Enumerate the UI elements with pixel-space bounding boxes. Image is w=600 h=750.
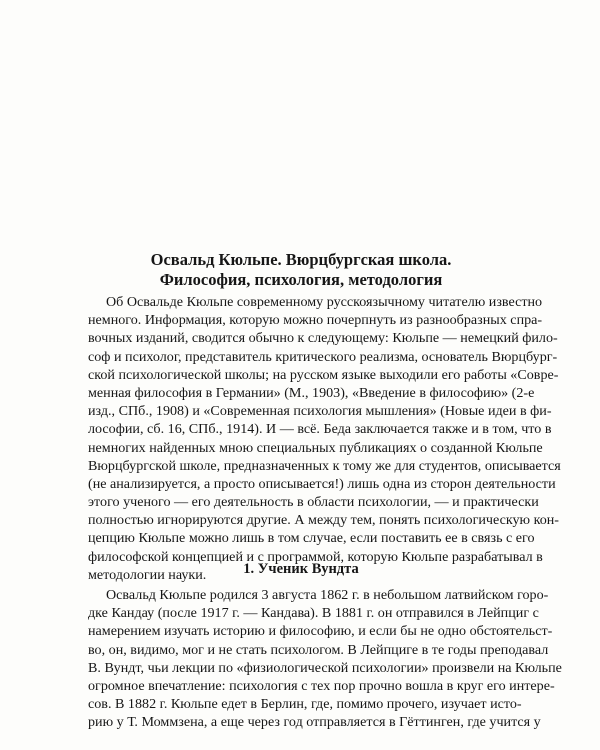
text-line: соф и психолог, представитель критического реализма, основатель Вюрцбург- xyxy=(88,348,558,365)
text-line: огромное впечатление: психология с тех пор прочно вошла в круг его интере- xyxy=(88,677,555,694)
text-line: ской психологической школы; на русском языке выходили его работы «Совре- xyxy=(88,366,559,383)
text-line: этого ученого — его деятельность в области психологии, — и практически xyxy=(88,494,539,511)
chapter-title-line-1: Освальд Кюльпе. Вюрцбургская школа. xyxy=(150,250,452,269)
text-line: рию у Т. Моммзена, а еще через год отправляется в Гёттинген, где учится у xyxy=(88,714,541,731)
text-line: философской концепцией и с программой, которую Кюльпе разрабатывал в xyxy=(88,548,543,565)
text-line: полностью игнорируются другие. А между тем, понять психологическую кон- xyxy=(88,512,560,529)
chapter-title-line-2: Философия, психология, методология xyxy=(159,270,443,289)
text-line: немногих найденных мною специальных публикациях о созданной Кюльпе xyxy=(88,439,543,456)
text-line: сов. В 1882 г. Кюльпе едет в Берлин, где, помимо прочего, изучает исто- xyxy=(88,696,522,713)
text-line: лософии, сб. 16, СПб., 1914). И — всё. Беда заключается также и в том, что в xyxy=(88,421,552,438)
paragraph-intro xyxy=(88,293,561,584)
text-line: цепцию Кюльпе можно лишь в том случае, если поставить ее в связь с его xyxy=(88,530,535,547)
text-line: намерением изучать историю и философию, и если бы не одно обстоятельст- xyxy=(88,623,553,640)
text-line: изд., СПб., 1908) и «Современная психология мышления» (Новые идеи в фи- xyxy=(88,403,552,420)
text-line: методологии науки. xyxy=(88,566,207,583)
text-line: Освальд Кюльпе родился 3 августа 1862 г. в небольшом латвийском горо- xyxy=(106,587,549,603)
text-line: (не анализируется, а просто описывается!) лишь одна из сторон деятельности xyxy=(88,475,556,492)
text-line: Об Освальде Кюльпе современному русскоязычному читателю известно xyxy=(106,294,543,310)
chapter-title xyxy=(88,250,514,290)
text-line: вочных изданий, сводится обычно к следующему: Кюльпе — немецкий фило- xyxy=(88,330,558,347)
section-heading: 1. Ученик Вундта xyxy=(243,561,359,577)
text-line: во, он, видимо, мог и не стать психологом. В Лейпциге в те годы преподавал xyxy=(88,641,549,658)
text-line: Вюрцбургской школе, предназначенных к тому же для студентов, описывается xyxy=(88,457,561,474)
text-line: дке Кандау (после 1917 г. — Кандава). В 1881 г. он отправился в Лейпциг с xyxy=(88,605,539,622)
text-line: В. Вундт, чьи лекции по «физиологической психологии» произвели на Кюльпе xyxy=(88,659,562,676)
text-line: немного. Информация, которую можно почерпнуть из разнообразных спра- xyxy=(88,312,543,329)
text-line: менная философия в Германии» (М., 1903), «Введение в философию» (2-е xyxy=(88,384,535,401)
paragraph-biography xyxy=(88,586,562,732)
